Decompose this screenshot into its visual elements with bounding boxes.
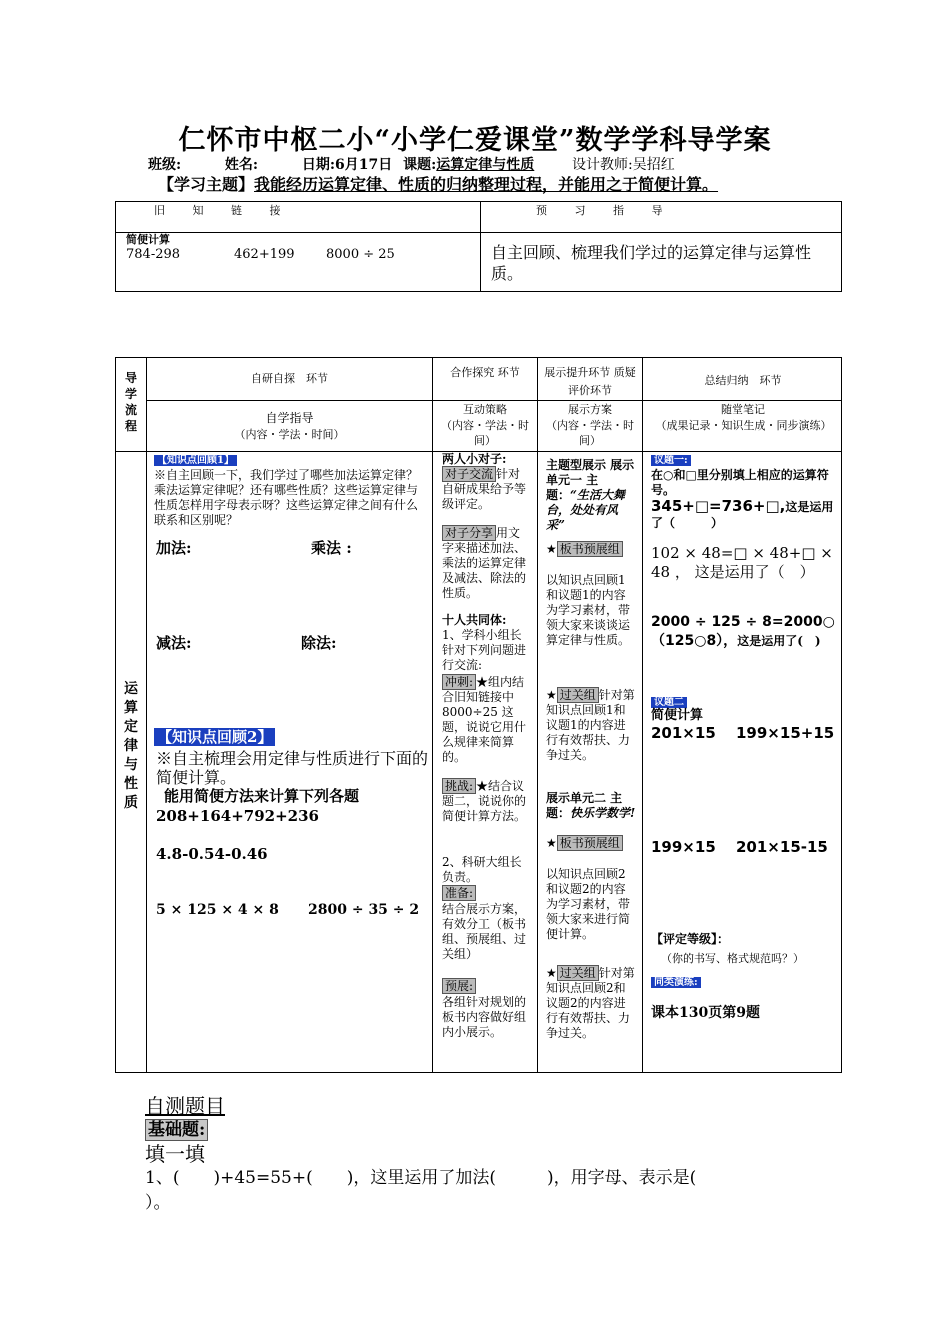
- date-label: 日期:6月17日: [301, 157, 393, 173]
- knowledge-tag-2: 【知识点回顾2】: [154, 728, 275, 747]
- unit1-pass: ★ 过关组 针对第知识点回顾1和议题1的内容进行有效帮扶、力争过关。: [546, 688, 635, 762]
- topic2-calc-4: 201×15-15: [736, 838, 828, 856]
- knowledge-text-1: ※自主回顾一下，我们学过了哪些加法运算定律？乘法运算定律呢？还有哪些性质？这些运算定律与性质怎样用字母表示呀？这些运算定律之间有什么联系和区别呢？: [154, 468, 419, 527]
- main-table: [115, 357, 842, 1073]
- pair-title: 两人小对子:: [442, 452, 507, 466]
- topic1-intro: 在○和□里分别填上相应的运算符号。: [651, 468, 829, 497]
- col2-header3: （内容・学法・时间）: [441, 419, 529, 447]
- unit1-board-text: 以知识点回顾1和议题1的内容为学习素材，带领大家来谈谈运算定律与性质。: [546, 573, 631, 647]
- selftest-q1-end: ）。: [145, 1193, 171, 1213]
- knowledge-text-2: ※自主梳理会用定律与性质进行下面的简便计算。: [156, 749, 429, 787]
- group-text: 1、学科小组长针对下列问题进行交流:: [442, 628, 527, 672]
- flow-label: 导学流程: [124, 371, 137, 433]
- topic2-calc-3: 199×15: [651, 838, 716, 856]
- col4-header1: 总结归纳 环节: [704, 374, 782, 387]
- selftest-basic: 基础题:: [145, 1115, 208, 1140]
- group-title: 十人共同体:: [442, 613, 507, 627]
- preview-text: 自主回顾、梳理我们学过的运算定律与运算性质。: [491, 243, 812, 283]
- review-problem-2: 462+199: [234, 247, 295, 262]
- topic1-q1: 345+□=736+□,这是运用了（ ）: [651, 497, 834, 530]
- col3-header3: （内容・学法・时间）: [546, 419, 634, 447]
- unit1-board: ★ 板书预展组: [546, 542, 636, 557]
- class-label: 班级:: [148, 157, 182, 173]
- preview-show-text: 各组针对规划的板书内容做好组内小展示。: [442, 995, 527, 1039]
- review-col2-header: 预 习 指 导: [536, 204, 675, 217]
- theme-text: 我能经历运算定律、性质的归纳整理过程，并能用之于简便计算。: [254, 175, 719, 194]
- unit2-title: 展示单元二 主题：快乐学数学!: [546, 791, 636, 820]
- topic2-calc-1: 201×15: [651, 724, 716, 742]
- selftest-fill: 填一填: [145, 1142, 205, 1166]
- col1-header3: （内容・学法・时间）: [234, 428, 345, 441]
- practice-text: 课本130页第9题: [651, 1005, 760, 1021]
- topic2-title: 简便计算: [651, 708, 704, 723]
- topic-label: 课题:: [403, 157, 437, 173]
- theme-label: 【学习主题】: [158, 175, 255, 194]
- preview-tag: 预展:: [442, 979, 476, 994]
- col4-header2: 随堂笔记: [721, 403, 765, 416]
- info-line: [148, 154, 681, 174]
- calc-subtitle: 能用简便方法来计算下列各题: [164, 787, 360, 805]
- sprint: 冲刺: ★组内结合旧知链接中 8000÷25 这题，说说它用什么规律来简算的。: [442, 675, 527, 764]
- col3-header2: 展示方案: [568, 403, 612, 416]
- practice-tag: 同类演练:: [651, 977, 701, 990]
- unit2-board: ★ 板书预展组: [546, 836, 636, 851]
- section-label: 运算定律与性质: [124, 681, 138, 811]
- review-table: [115, 201, 842, 292]
- multiplication-label: 乘法 :: [311, 539, 352, 557]
- review-problem-1: 784-298: [126, 247, 181, 262]
- knowledge-tag-1: 【知识点回顾1】: [154, 455, 237, 468]
- review-problem-3: 8000 ÷ 25: [326, 247, 395, 262]
- calc-4: 2800 ÷ 35 ÷ 2: [308, 902, 420, 918]
- challenge: 挑战: ★结合议题二，说说你的简便计算方法。: [442, 779, 527, 823]
- name-label: 姓名:: [224, 157, 259, 173]
- col2-header1: 合作探究 环节: [450, 366, 520, 379]
- research-leader: 2、科研大组长负责。: [442, 855, 522, 884]
- subtraction-label: 减法:: [156, 634, 192, 652]
- col2-header2: 互动策略: [463, 403, 507, 416]
- theme-line: [158, 172, 718, 195]
- calc-1: 208+164+792+236: [156, 807, 319, 825]
- pair-exchange: 对子交流 针对自研成果给予等级评定。: [442, 467, 527, 511]
- topic1-q2: 102 × 48=□ × 48+□ × 48 ， 这是运用了（ ）: [651, 544, 833, 581]
- grade-label: 【评定等级】：: [651, 932, 730, 946]
- col1-header1: 自研自探 环节: [251, 372, 328, 385]
- grade-hint: （你的书写、格式规范吗？）: [661, 952, 804, 965]
- calc-2: 4.8-0.54-0.46: [156, 845, 268, 863]
- unit1-title: 主题型展示 展示单元一 主题：“生活大舞台，处处有风采”: [546, 458, 635, 532]
- unit2-board-text: 以知识点回顾2和议题2的内容为学习素材，带领大家来进行简便计算。: [546, 867, 631, 941]
- page-title: 仁怀市中枢二小“小学仁爱课堂”数学学科导学案: [178, 125, 772, 156]
- topic2-tag: 议题二: [651, 697, 687, 710]
- selftest-title: 自测题目: [145, 1094, 225, 1118]
- designer-label: 设计教师:: [572, 157, 633, 173]
- topic2-calc-2: 199×15+15: [736, 724, 835, 742]
- calc-3: 5 × 125 × 4 × 8: [156, 902, 279, 918]
- designer: 吴招红: [632, 157, 675, 173]
- prepare-text: 结合展示方案，有效分工（板书组、预展组、过关组）: [442, 902, 527, 961]
- col4-header3: （成果记录・知识生成・同步演练）: [655, 419, 832, 432]
- col3-header1: 展示提升环节 质疑评价环节: [544, 366, 636, 397]
- topic: 运算定律与性质: [436, 157, 535, 173]
- division-label: 除法:: [301, 634, 337, 652]
- topic1-tag: 议题一:: [651, 455, 691, 468]
- prepare-tag: 准备:: [442, 886, 476, 901]
- pair-share: 对子分享 用文字来描述加法、乘法的运算定律及减法、除法的性质。: [442, 526, 527, 600]
- review-col1-header: 旧 知 链 接: [154, 204, 293, 217]
- addition-label: 加法:: [156, 539, 192, 557]
- topic1-q3: 2000 ÷ 125 ÷ 8=2000○（125○8），这是运用了( ): [651, 614, 835, 649]
- simple-calc-label: 简便计算: [126, 233, 170, 246]
- col1-header2: 自学指导: [265, 411, 314, 425]
- unit2-pass: ★ 过关组 针对第知识点回顾2和议题2的内容进行有效帮扶、力争过关。: [546, 966, 635, 1040]
- selftest-q1: 1、( )+45=55+( )，这里运用了加法( )，用字母、表示是(: [145, 1168, 697, 1188]
